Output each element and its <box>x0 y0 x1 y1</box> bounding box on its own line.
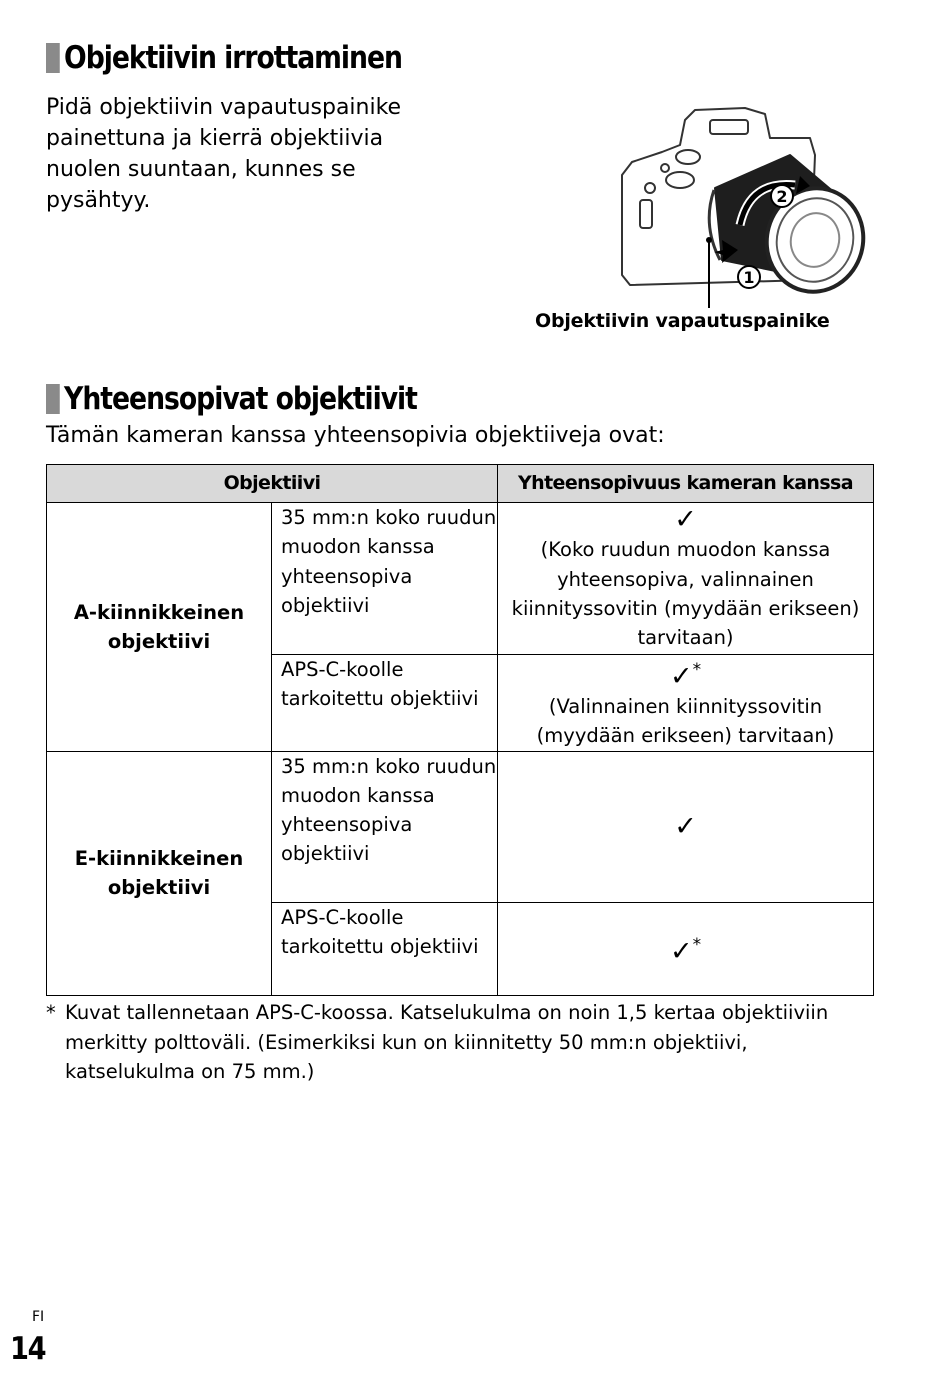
section-heading-compatible-lenses <box>46 381 417 417</box>
compatibility-cell <box>498 503 874 655</box>
camera-lens-removal-illustration <box>610 100 870 310</box>
heading-text: Yhteensopivat objektiivit <box>64 381 417 417</box>
column-header-lens: Objektiivi <box>47 465 498 503</box>
lens-type-cell: APS-C-koolle tarkoitettu objektiivi <box>272 902 498 995</box>
compatibility-cell <box>498 751 874 902</box>
heading-marker <box>46 43 60 73</box>
footnote-marker: * <box>46 1001 56 1024</box>
instruction-text: Pidä objektiivin vapautuspainike painettuna ja kierrä objektiivia nuolen suuntaan, kunnes se pysähtyy. <box>46 95 402 213</box>
compatibility-cell <box>498 655 874 752</box>
language-code: FI <box>32 1309 45 1325</box>
release-button-caption: Objektiivin vapautuspainike <box>535 310 830 332</box>
lens-type-cell: 35 mm:n koko ruudun muodon kanssa yhteensopiva objektiivi <box>272 503 498 655</box>
check-icon: ✓ <box>674 811 697 843</box>
compatibility-note: (Valinnainen kiinnityssovitin (myydään erikseen) tarvitaan) <box>536 695 835 748</box>
step-1-label: 1 <box>743 268 755 287</box>
compatibility-cell <box>498 902 874 995</box>
compatibility-note: (Koko ruudun muodon kanssa yhteensopiva, valinnainen kiinnityssovitin (myydään erikseen) tarvitaan) <box>511 538 860 650</box>
table-row <box>47 503 874 655</box>
lens-type-cell: 35 mm:n koko ruudun muodon kanssa yhteensopiva objektiivi <box>272 751 498 902</box>
section-heading-lens-removal <box>46 40 402 76</box>
section-intro-text: Tämän kameran kanssa yhteensopivia objektiiveja ovat: <box>46 423 665 448</box>
check-icon: ✓* <box>669 660 702 692</box>
asterisk-marker: * <box>692 660 702 680</box>
heading-marker <box>46 384 60 414</box>
table-row <box>47 751 874 902</box>
heading-text: Objektiivin irrottaminen <box>64 40 402 76</box>
mount-cell: E-kiinnikkeinen objektiivi <box>47 751 272 995</box>
page-number: 14 <box>10 1331 46 1367</box>
table-header-row <box>47 465 874 503</box>
lens-compatibility-table <box>46 464 874 996</box>
step-2-label: 2 <box>776 187 788 206</box>
check-icon: ✓ <box>674 504 697 536</box>
asterisk-marker: * <box>692 935 702 956</box>
lens-type-cell: APS-C-koolle tarkoitettu objektiivi <box>272 655 498 752</box>
footnote-text: Kuvat tallennetaan APS-C-koossa. Katselukulma on noin 1,5 kertaa objektiiviin merkitty polttoväli. (Esimerkiksi kun on kiinnitetty 50 mm:n objektiivi, katselukulma on 75 mm.) <box>65 1001 829 1083</box>
mount-cell: A-kiinnikkeinen objektiivi <box>47 503 272 752</box>
check-icon: ✓* <box>669 935 702 968</box>
mode-dial <box>666 172 694 188</box>
footnote <box>46 998 876 1087</box>
column-header-compatibility: Yhteensopivuus kameran kanssa <box>498 465 874 503</box>
